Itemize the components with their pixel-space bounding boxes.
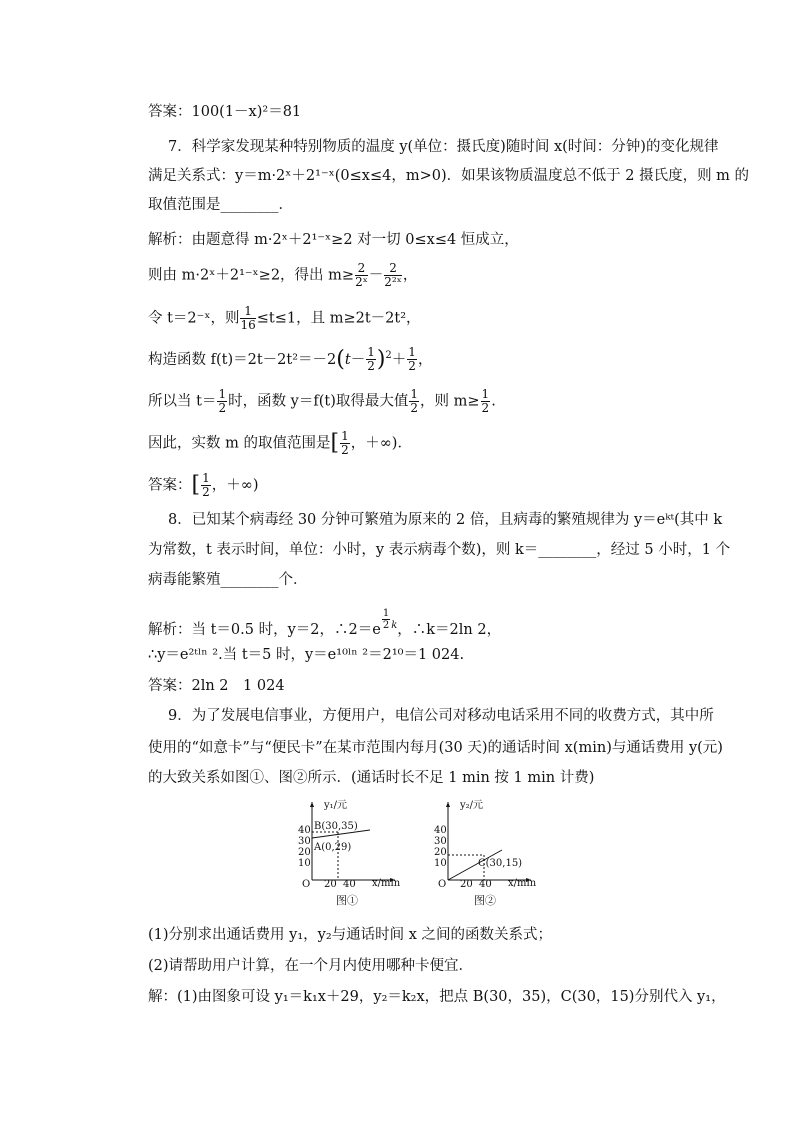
solution-8-line-2: ∴y＝e²ᵗˡⁿ ².当 t＝5 时，y＝e¹⁰ˡⁿ ²＝2¹⁰＝1 024. bbox=[148, 647, 465, 663]
question-8-line-1: 8．已知某个病毒经 30 分钟可繁殖为原来的 2 倍，且病毒的繁殖规律为 y＝eᵏᵗ(其中 k bbox=[168, 512, 723, 528]
graph-1 bbox=[290, 798, 400, 890]
solution-9-line-1: 解：(1)由图象可设 y₁＝k₁x＋29，y₂＝k₂x，把点 B(30，35)，C(30，15)分别代入 y₁， bbox=[148, 989, 726, 1005]
y-axis-label: y₂/元 bbox=[460, 800, 484, 811]
y-tick: 10 bbox=[298, 858, 311, 869]
fraction: $\frac{1}{2}$ bbox=[202, 471, 210, 499]
x-axis-label: x/min bbox=[372, 878, 400, 889]
x-tick: 40 bbox=[343, 879, 356, 890]
y-tick: 40 bbox=[298, 825, 311, 836]
period: ． bbox=[397, 435, 412, 452]
y-axis-label: y₁/元 bbox=[324, 800, 348, 811]
y-tick: 20 bbox=[298, 847, 311, 858]
paren-right: ) bbox=[376, 346, 386, 372]
text: ，则 m≥ bbox=[420, 393, 480, 410]
answer-label: 答案： bbox=[148, 477, 192, 494]
x-tick: 20 bbox=[460, 879, 473, 890]
solution-7-line-1: 解析：由题意得 m·2ˣ＋2¹⁻ˣ≥2 对一切 0≤x≤4 恒成立， bbox=[148, 232, 519, 248]
exponent: 2 bbox=[385, 350, 392, 361]
var-k: k bbox=[391, 620, 398, 631]
part-1: (1)分别求出通话费用 y₁，y₂与通话时间 x 之间的函数关系式； bbox=[148, 927, 553, 943]
solution-8-line-1 bbox=[148, 608, 501, 640]
question-7-line-3: 取值范围是________． bbox=[148, 197, 293, 213]
part-2: (2)请帮助用户计算，在一个月内使用哪种卡便宜． bbox=[148, 958, 474, 974]
bracket-left: [ bbox=[330, 430, 340, 456]
comma: ， bbox=[417, 351, 433, 368]
text: 所以当 t＝ bbox=[148, 393, 217, 410]
answer-7 bbox=[148, 472, 258, 499]
origin-label: O bbox=[438, 879, 447, 890]
answer-8: 答案：2ln 2 1 024 bbox=[148, 678, 285, 694]
y-tick: 20 bbox=[434, 847, 447, 858]
bracket-left: [ bbox=[191, 472, 201, 498]
y-tick: 40 bbox=[434, 825, 447, 836]
graph-2 bbox=[426, 798, 536, 890]
graph-1-caption: 图① bbox=[336, 894, 358, 907]
graph-2-caption: 图② bbox=[474, 894, 496, 907]
fraction: $\frac{2}{\text{2²ˣ}}$ bbox=[384, 261, 402, 289]
solution-7-line-6 bbox=[148, 430, 412, 457]
interval-end: ，＋∞) bbox=[350, 435, 398, 452]
text: 解析：当 t＝0.5 时，y＝2，∴2＝e bbox=[148, 621, 381, 638]
fraction: $\frac{1}{2}$ bbox=[382, 608, 390, 631]
graph-1-svg bbox=[290, 798, 400, 890]
fraction: $\frac{1}{16}$ bbox=[240, 304, 256, 332]
question-8-line-3: 病毒能繁殖________个． bbox=[148, 572, 308, 588]
minus-sign: － bbox=[350, 351, 366, 368]
question-8-line-2: 为常数，t 表示时间，单位：小时，y 表示病毒个数)，则 k＝________，经过 5 小时，1 个 bbox=[148, 542, 731, 558]
x-axis-label: x/min bbox=[508, 878, 536, 889]
text: 因此，实数 m 的取值范围是 bbox=[148, 435, 331, 452]
x-tick: 20 bbox=[324, 879, 337, 890]
minus-sign: － bbox=[368, 267, 384, 284]
question-9-line-2: 使用的“如意卡”与“便民卡”在某市范围内每月(30 天)的通话时间 x(min)与通话费用 y(元) bbox=[148, 740, 723, 756]
answer-6: 答案：100(1－x)²＝81 bbox=[148, 104, 302, 120]
text: 时，函数 y＝f(t)取得最大值 bbox=[228, 393, 409, 410]
origin-label: O bbox=[302, 879, 311, 890]
solution-7-line-5 bbox=[148, 388, 496, 415]
solution-7-line-4 bbox=[148, 346, 432, 373]
interval-end: ，＋∞) bbox=[211, 477, 259, 494]
point-c-label: C(30,15) bbox=[478, 858, 523, 869]
text: ≤t≤1，且 m≥2t－2t²， bbox=[256, 310, 421, 327]
y-tick: 10 bbox=[434, 858, 447, 869]
x-tick: 40 bbox=[479, 879, 492, 890]
period: . bbox=[491, 393, 496, 410]
question-7-line-1: 7．科学家发现某种特别物质的温度 y(单位：摄氏度)随时间 x(时间：分钟)的变化规律 bbox=[168, 139, 719, 155]
comma: ， bbox=[402, 267, 418, 284]
y-tick: 30 bbox=[434, 836, 447, 847]
text: 令 t＝2⁻ˣ，则 bbox=[148, 310, 240, 327]
text: 构造函数 f(t)＝2t－2t²＝－2 bbox=[148, 351, 337, 368]
question-9-line-1: 9．为了发展电信事业，方便用户，电信公司对移动电话采用不同的收费方式，其中所 bbox=[168, 708, 714, 724]
fraction: $\frac{1}{2}$ bbox=[410, 387, 419, 415]
point-a-label: A(0,29) bbox=[314, 842, 352, 853]
graph-2-svg bbox=[426, 798, 536, 890]
text: ，∴k＝2ln 2， bbox=[397, 621, 502, 638]
var-t: t bbox=[344, 351, 351, 368]
paren-left: ( bbox=[336, 346, 345, 372]
fraction: $\frac{1}{2}$ bbox=[408, 345, 416, 374]
text: 则由 m·2ˣ＋2¹⁻ˣ≥2，得出 m≥ bbox=[148, 267, 355, 284]
fraction: $\frac{1}{2}$ bbox=[218, 387, 227, 415]
plus-sign: ＋ bbox=[391, 351, 407, 368]
fraction: $\frac{1}{2}$ bbox=[481, 387, 490, 415]
fraction: $\frac{1}{2}$ bbox=[367, 345, 375, 374]
solution-7-line-3 bbox=[148, 305, 421, 332]
solution-7-line-2 bbox=[148, 262, 417, 289]
y-tick: 30 bbox=[298, 836, 311, 847]
question-9-line-3: 的大致关系如图①、图②所示．(通话时长不足 1 min 按 1 min 计费) bbox=[148, 770, 595, 786]
question-7-line-2: 满足关系式：y＝m·2ˣ＋2¹⁻ˣ(0≤x≤4，m>0)．如果该物质温度总不低于 2 摄氏度，则 m 的 bbox=[148, 168, 750, 184]
fraction: $\frac{2}{\text{2ˣ}}$ bbox=[355, 261, 368, 289]
point-b-label: B(30,35) bbox=[314, 821, 358, 832]
fraction: $\frac{1}{2}$ bbox=[341, 429, 349, 457]
